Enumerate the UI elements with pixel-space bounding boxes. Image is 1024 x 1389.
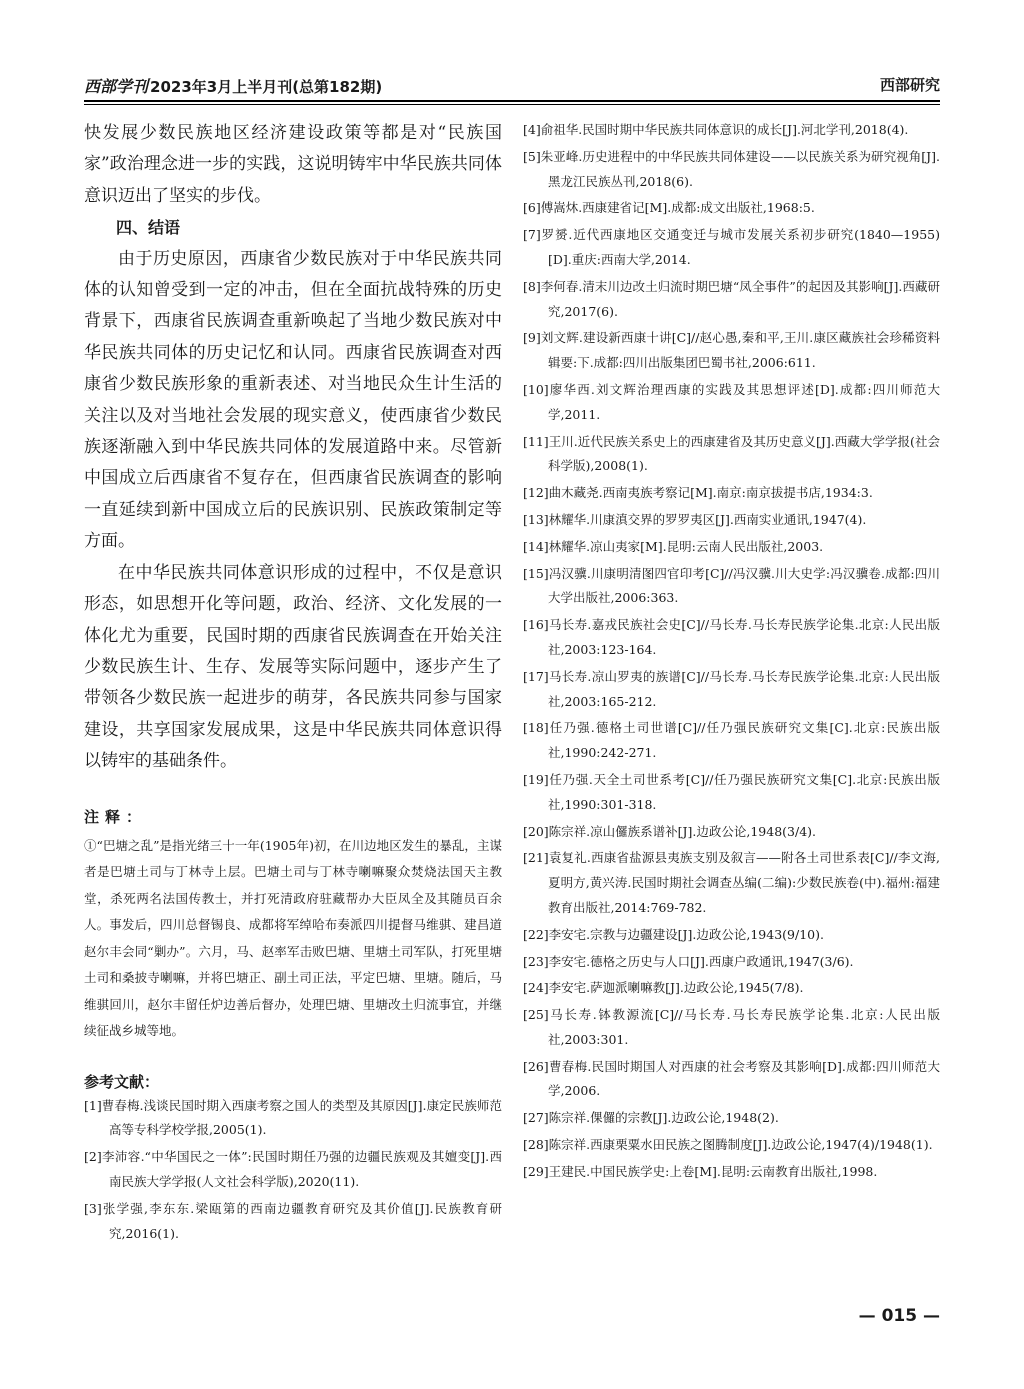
body-paragraph-1: 快发展少数民族地区经济建设政策等都是对“民族国家”政治理念进一步的实践，这说明铸牢中华民族共同体意识迈出了坚实的步伐。 xyxy=(84,123,502,206)
note-item: ①“巴塘之乱”是指光绪三十一年(1905年)初，在川边地区发生的暴乱，主谋者是巴塘土司与丁林寺上层。巴塘土司与丁林寺喇嘛聚众焚烧法国天主教堂，杀死两名法国传教士，并打死清政府驻藏帮办大臣凤全及其随员百余人。事发后，四川总督锡良、成都将军绰哈布奏派四川提督马维骐、建昌道赵尔丰会同“剿办”。六月，马、赵率军击败巴塘、里塘土司军队，打死里塘土司和桑披寺喇嘛，并将巴塘正、副土司正法，平定巴塘、里塘。随后，马维骐回川，赵尔丰留任炉边善后督办，处理巴塘、里塘改土归流事宜，并继续征战乡城等地。 xyxy=(84,837,502,1039)
reference-item: [23]李安宅.德格之历史与人口[J].西康户政通讯,1947(3/6). xyxy=(523,953,854,969)
header-left xyxy=(84,74,382,97)
reference-item: [25]马长寿.钵教源流[C]//马长寿.马长寿民族学论集.北京:人民出版社,2003:301. xyxy=(523,1007,940,1047)
reference-item: [15]冯汉骥.川康明清图四官印考[C]//冯汉骥.川大史学:冯汉骥卷.成都:四川大学出版社,2006:363. xyxy=(523,565,940,606)
body-paragraph-2: 由于历史原因，西康省少数民族对于中华民族共同体的认知曾受到一定的冲击，但在全面抗战特殊的历史背景下，西康省民族调查重新唤起了当地少数民族对中华民族共同体的历史记忆和认同。西康省民族调查对西康省少数民族形象的重新表述、对当地民众生计生活的关注以及对当地社会发展的现实意义，使西康省少数民族逐渐融入到中华民族共同体的发展道路中来。尽管新中国成立后西康省不复存在，但西康省民族调查的影响一直延续到新中国成立后的民族识别、民族政策制定等方面。 xyxy=(84,248,502,552)
reference-item: [29]王建民.中国民族学史:上卷[M].昆明:云南教育出版社,1998. xyxy=(523,1163,878,1179)
reference-item: [9]刘文辉.建设新西康十讲[C]//赵心愚,秦和平,王川.康区藏族社会珍稀资料辑要:下.成都:四川出版集团巴蜀书社,2006:611. xyxy=(523,330,940,371)
reference-item: [19]任乃强.天全土司世系考[C]//任乃强民族研究文集[C].北京:民族出版社,1990:301-318. xyxy=(523,771,940,812)
running-header xyxy=(84,70,940,100)
reference-item: [13]林耀华.川康滇交界的罗罗夷区[J].西南实业通讯,1947(4). xyxy=(523,511,867,527)
reference-item: [5]朱亚峰.历史进程中的中华民族共同体建设——以民族关系为研究视角[J].黑龙江民族丛刊,2018(6). xyxy=(523,148,940,189)
reference-item: [16]马长寿.嘉戎民族社会史[C]//马长寿.马长寿民族学论集.北京:人民出版社,2003:123-164. xyxy=(523,617,940,657)
reference-item: [22]李安宅.宗教与边疆建设[J].边政公论,1943(9/10). xyxy=(523,926,824,942)
section-name: 西部研究 xyxy=(879,76,940,94)
reference-item: [7]罗赟.近代西康地区交通变迁与城市发展关系初步研究(1840—1955)[D].重庆:西南大学,2014. xyxy=(523,227,940,267)
reference-item: [12]曲木藏尧.西南夷族考察记[M].南京:南京拔提书店,1934:3. xyxy=(523,485,873,501)
reference-item: [20]陈宗祥.凉山儸族系谱补[J].边政公论,1948(3/4). xyxy=(523,823,816,839)
reference-item: [2]李沛容.“中华国民之一体”:民国时期任乃强的边疆民族观及其嬗变[J].西南民族大学学报(人文社会科学版),2020(11). xyxy=(84,1149,502,1189)
reference-item: [24]李安宅.萨迦派喇嘛教[J].边政公论,1945(7/8). xyxy=(523,980,804,996)
reference-item: [27]陈宗祥.倮儸的宗教[J].边政公论,1948(2). xyxy=(523,1110,779,1126)
section-heading: 四、结语 xyxy=(116,218,181,238)
right-column xyxy=(523,118,940,1187)
reference-item: [3]张学强,李东东.梁瓯第的西南边疆教育研究及其价值[J].民族教育研究,2016(1). xyxy=(84,1200,502,1241)
reference-item: [26]曹春梅.民国时期国人对西康的社会考察及其影响[D].成都:四川师范大学,2006. xyxy=(523,1058,940,1099)
reference-item: [8]李何春.清末川边改土归流时期巴塘“凤全事件”的起因及其影响[J].西藏研究,2017(6). xyxy=(523,278,940,319)
reference-item: [18]任乃强.德格土司世谱[C]//任乃强民族研究文集[C].北京:民族出版社,1990:242-271. xyxy=(523,720,940,761)
reference-item: [28]陈宗祥.西康栗粟水田民族之图腾制度[J].边政公论,1947(4)/1948(1). xyxy=(523,1137,933,1153)
reference-item: [11]王川.近代民族关系史上的西康建省及其历史意义[J].西藏大学学报(社会科学版),2008(1). xyxy=(523,433,940,474)
left-column xyxy=(84,118,502,1248)
reference-item: [4]俞祖华.民国时期中华民族共同体意识的成长[J].河北学刊,2018(4). xyxy=(523,122,909,137)
references-title: 参考文献： xyxy=(84,1072,160,1091)
header-rule-thick xyxy=(84,100,940,102)
issue-info: 2023年3月上半月刊(总第182期) xyxy=(150,78,383,96)
reference-item: [10]廖华西.刘文辉治理西康的实践及其思想评述[D].成都:四川师范大学,2011. xyxy=(523,381,940,422)
header-rule-thin xyxy=(84,104,940,105)
reference-item: [21]袁复礼.西康省盐源县夷族支别及叙言——附各土司世系表[C]//李文海,夏明方,黄兴涛.民国时期社会调查丛编(二编):少数民族卷(中).福州:福建教育出版社,2014:769-782. xyxy=(523,850,940,915)
body-paragraph-3: 在中华民族共同体意识形成的过程中，不仅是意识形态，如思想开化等问题，政治、经济、文化发展的一体化尤为重要，民国时期的西康省民族调查在开始关注少数民族生计、生存、发展等实际问题中，逐步产生了带领各少数民族一起进步的萌芽，各民族共同参与国家建设，共享国家发展成果，这是中华民族共同体意识得以铸牢的基础条件。 xyxy=(84,562,502,772)
reference-item: [14]林耀华.凉山夷家[M].昆明:云南人民出版社,2003. xyxy=(523,538,824,554)
reference-item: [1]曹春梅.浅谈民国时期入西康考察之国人的类型及其原因[J].康定民族师范高等专科学校学报,2005(1). xyxy=(84,1097,502,1138)
page-number: — 015 — xyxy=(858,1306,940,1326)
journal-logo: 西部学刊 xyxy=(84,77,149,96)
notes-title: 注释： xyxy=(84,807,148,826)
reference-item: [6]傅嵩炑.西康建省记[M].成都:成文出版社,1968:5. xyxy=(523,200,815,216)
reference-item: [17]马长寿.凉山罗夷的族谱[C]//马长寿.马长寿民族学论集.北京:人民出版社,2003:165-212. xyxy=(523,668,940,709)
